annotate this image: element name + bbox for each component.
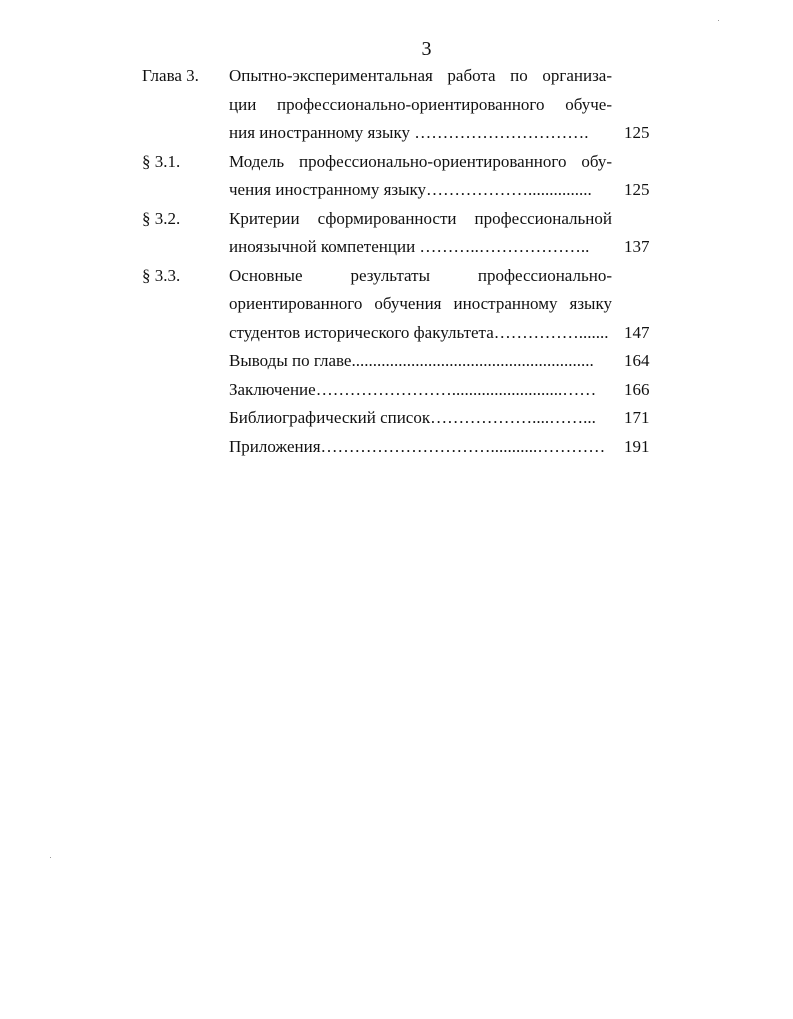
toc-entry-line: Модель профессионально-ориентированного обу- [229,151,612,171]
table-of-contents [142,62,662,461]
toc-entry-line-last [229,176,650,205]
toc-entry-line-last [229,119,650,148]
toc-entry-line-last [229,404,650,433]
toc-entry-bibliography [142,404,662,433]
toc-entry-line: Основные результаты профессионально- [229,265,612,285]
toc-entry-text: Библиографический список………………....……... [229,408,596,427]
toc-entry-line-last [229,233,650,262]
scan-speck [50,857,51,858]
toc-entry-line-last [229,319,650,348]
toc-entry-line-last [229,376,650,405]
toc-entry-label: § 3.2. [142,208,181,228]
toc-entry-line: Опытно-экспериментальная работа по организа- [229,66,612,85]
toc-entry-page: 147 [624,322,650,342]
toc-entry-text: студентов исторического факультета……………....... [229,322,609,342]
toc-entry-text: Выводы по главе......................................................... [229,351,594,370]
toc-entry-page: 166 [624,379,650,399]
page-number: 3 [421,38,432,60]
toc-entry-page: 171 [624,408,650,427]
toc-entry-3-3 [142,262,662,348]
toc-entry-appendices [142,433,662,462]
toc-entry-line: ции профессионально-ориентированного обуче- [229,94,612,114]
toc-entry-page: 137 [624,237,650,256]
toc-entry-3-2 [142,205,662,262]
toc-entry-line-last [229,433,650,462]
toc-entry-page: 191 [624,436,650,456]
toc-entry-line: ориентированного обучения иностранному языку [229,294,612,313]
toc-entry-text: чения иностранному языку………………............... [229,180,592,199]
toc-entry-label: § 3.3. [142,265,181,285]
toc-entry-label: Глава 3. [142,66,199,85]
toc-entry-text: Заключение……………………..........................…… [229,379,597,399]
toc-entry-page: 125 [624,180,650,199]
toc-entry-text: ния иностранному языку …………………………. [229,123,589,142]
toc-entry-chapter-3 [142,62,662,148]
toc-entry-line-last [229,347,650,376]
toc-entry-text: иноязычной компетенции ………..……………….. [229,237,590,256]
toc-entry-text: Приложения…………………………...........………… [229,436,606,456]
toc-entry-conclusion [142,376,662,405]
toc-entry-line: Критерии сформированности профессиональной [229,208,612,228]
toc-entry-label: § 3.1. [142,151,181,171]
scan-speck [718,20,719,21]
toc-entry-page: 125 [624,123,650,142]
toc-entry-page: 164 [624,351,650,370]
toc-entry-conclusions [142,347,662,376]
toc-entry-3-1 [142,148,662,205]
